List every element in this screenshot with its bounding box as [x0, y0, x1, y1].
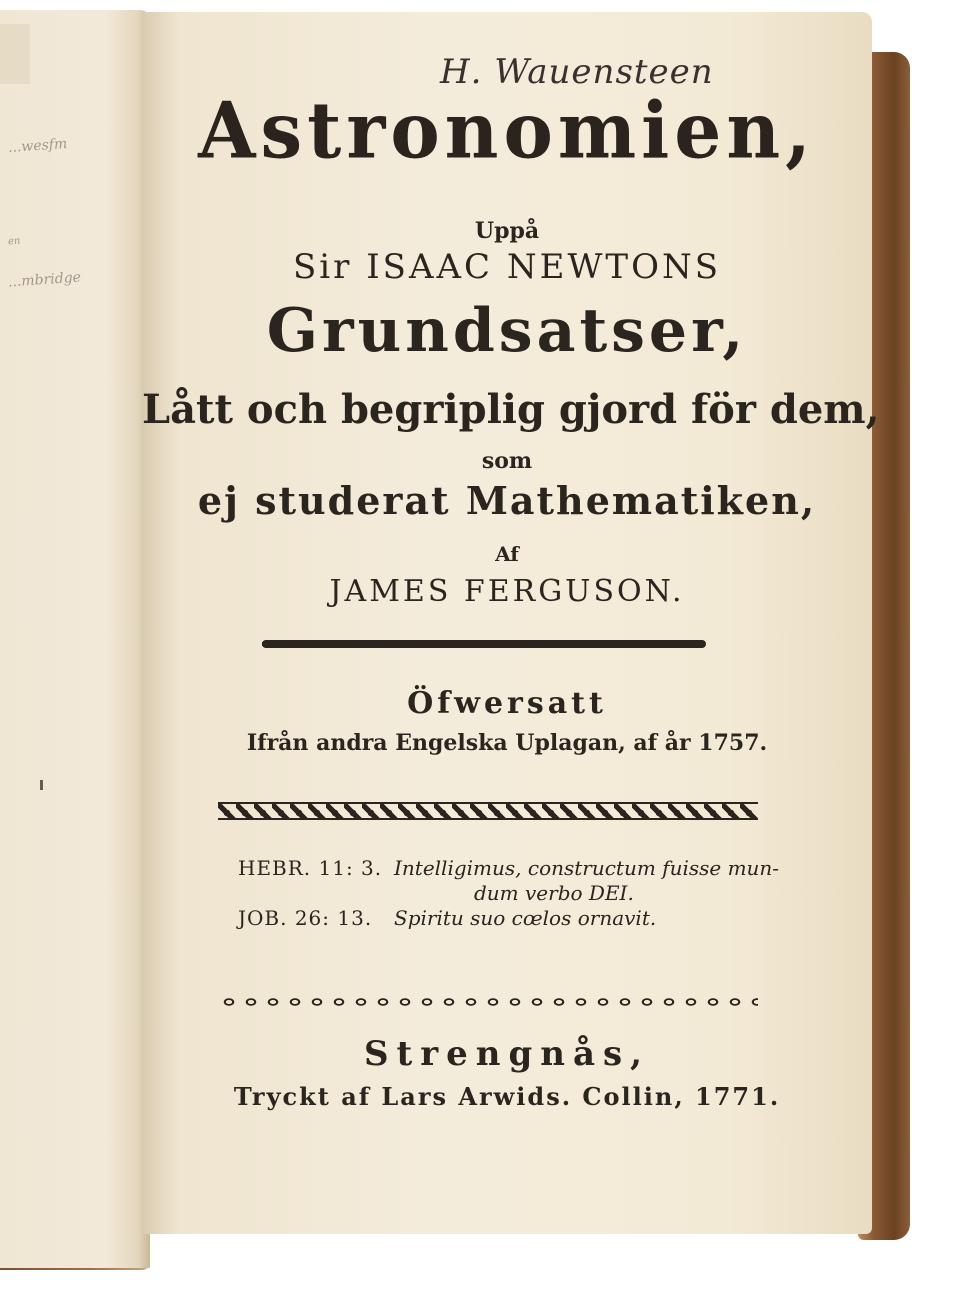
- subtitle-latt: Lått och begriplig gjord för dem,: [142, 386, 880, 433]
- imprint-place: Strengnås,: [363, 1034, 651, 1074]
- quote-text: dum verbo DEI.: [474, 881, 634, 905]
- quote-hebr: [238, 856, 779, 880]
- subtitle-newton: Sir ISAAC NEWTONS: [293, 247, 721, 287]
- author-name: JAMES FERGUSON.: [329, 574, 685, 609]
- quote-text: Spiritu suo cœlos ornavit.: [394, 906, 657, 930]
- divider-rule: [262, 640, 706, 648]
- imprint-printer: Tryckt af Lars Arwids. Collin, 1771.: [233, 1082, 781, 1111]
- quote-job: [238, 906, 656, 930]
- quote-text: Intelligimus, constructum fuisse mun-: [394, 856, 780, 880]
- translated-from: Ifrån andra Engelska Uplagan, af år 1757.: [246, 730, 768, 756]
- subtitle-uppa: Uppå: [474, 218, 540, 244]
- subtitle-grundsatser: Grundsatser,: [266, 296, 748, 366]
- ornament-border-bottom: [218, 992, 758, 1012]
- manuscript-note: ...wesfm: [7, 135, 68, 157]
- ornament-border-top: [218, 802, 758, 820]
- paper-strip: [0, 24, 30, 84]
- manuscript-note: ...mbridge: [7, 269, 82, 291]
- byline-af: Af: [495, 542, 519, 566]
- quote-ref: HEBR. 11: 3.: [238, 856, 383, 880]
- manuscript-note: en: [7, 235, 21, 248]
- ink-speck: [40, 780, 43, 790]
- subtitle-studerat: ej studerat Mathematiken,: [197, 478, 817, 523]
- owner-signature: H. Wauensteen: [440, 52, 714, 92]
- page-title: Astronomien,: [198, 85, 816, 177]
- translated-heading: Öfwersatt: [407, 686, 607, 721]
- quote-hebr-continuation: [474, 881, 634, 905]
- quote-ref: JOB. 26: 13.: [238, 906, 373, 930]
- subtitle-som: som: [481, 448, 533, 474]
- left-page: [0, 10, 150, 1268]
